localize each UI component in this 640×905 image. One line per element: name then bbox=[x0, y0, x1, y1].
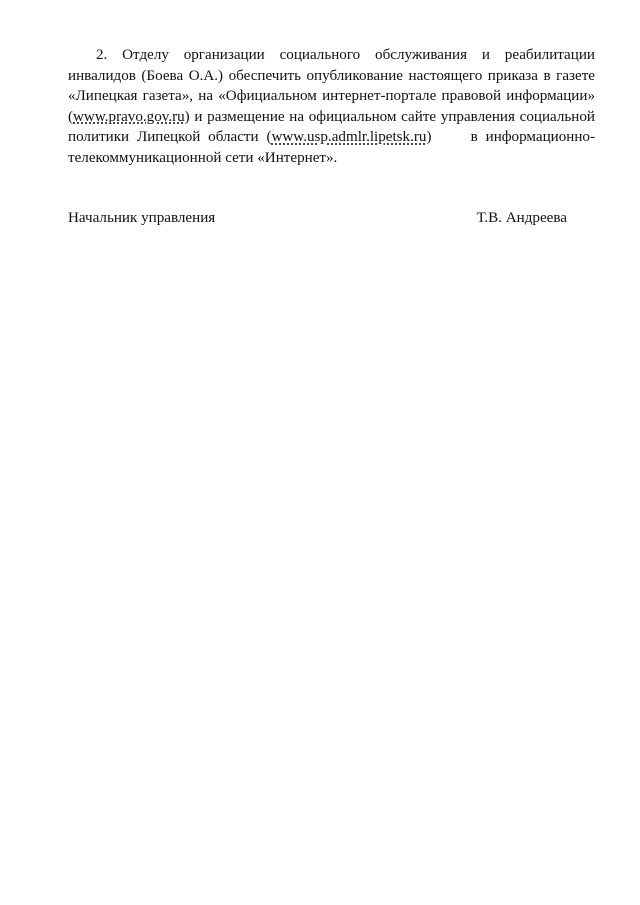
signatory-position: Начальник управления bbox=[68, 210, 216, 226]
pravo-gov-link[interactable]: www.pravo.gov.ru bbox=[73, 108, 185, 125]
paragraph-text-part-2: ) и размещение на официальном сайте управления социальной политики Липецкой области ( bbox=[68, 108, 595, 146]
signatory-name: Т.В. Андреева bbox=[476, 210, 567, 226]
usp-lipetsk-link[interactable]: www.usp.admlr.lipetsk.ru bbox=[271, 129, 427, 146]
paragraph-text-part-1: 2. Отделу организации социального обслуживания и реабилитации инвалидов (Боева О.А.) обеспечить опубликование настоящего приказа в газете «Липецкая газета», на «Официальном интернет-портале правовой информации» ( bbox=[68, 47, 595, 125]
order-paragraph-2 bbox=[68, 45, 595, 169]
paragraph-text-part-3: ) в информационно-телекоммуникационной сети «Интернет». bbox=[68, 129, 595, 166]
